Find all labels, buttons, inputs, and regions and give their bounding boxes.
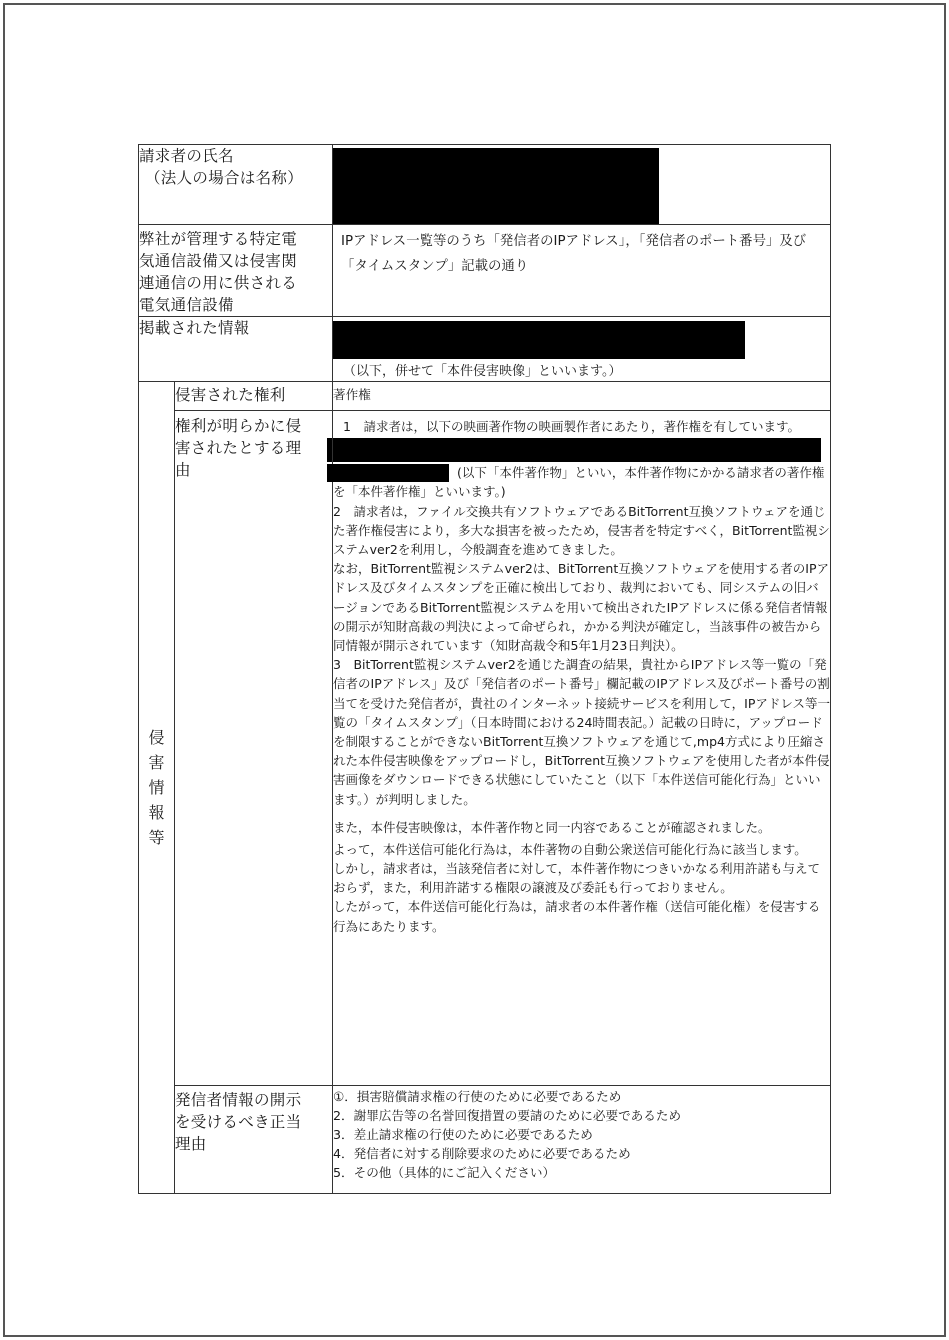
- requester-name-label-line1: 請求者の氏名: [139, 147, 234, 165]
- side-label-char: 報: [148, 803, 165, 822]
- posted-info-label: 掲載された情報: [139, 317, 333, 382]
- infringed-right-value: 著作権: [333, 382, 831, 411]
- reason-label: [175, 411, 333, 1086]
- facility-row: [139, 225, 831, 317]
- requester-name-label: [139, 145, 333, 225]
- requester-name-value: [333, 145, 831, 225]
- redacted-posted-info: [333, 321, 745, 359]
- facility-label-line: 電気通信設備: [139, 296, 234, 314]
- redacted-requester-name: [333, 148, 659, 224]
- disclosure-label-line: 発信者情報の開示: [175, 1091, 302, 1109]
- disclosure-reason-row: [139, 1086, 831, 1194]
- disclosure-request-form: [138, 144, 831, 1194]
- posted-info-value: [333, 317, 831, 382]
- disclosure-reason-list: [333, 1086, 831, 1194]
- side-label-char: 等: [148, 828, 165, 847]
- infringed-right-row: [139, 382, 831, 411]
- disclosure-reason-item-1: ①．損害賠償請求権の行使のために必要であるため: [333, 1089, 622, 1104]
- facility-label-line: 弊社が管理する特定電: [139, 230, 298, 248]
- disclosure-label-line: 理由: [175, 1135, 207, 1153]
- side-label-char: 情: [148, 778, 165, 797]
- side-label-char: 害: [148, 753, 165, 772]
- reason-paragraph-7: しかし，請求者は，当該発信者に対して，本件著作物につきいかなる利用許諾も与えておらず，また，利用許諾する権限の譲渡及び委託も行っておりません。: [333, 861, 821, 896]
- disclosure-label-line: を受けるべき正当: [175, 1113, 302, 1131]
- reason-paragraph-1b: (以下「本件著作物」といい，本件著作物にかかる請求者の著作権を「本件著作権」といいます。): [333, 465, 825, 500]
- reason-label-line: 権利が明らかに侵: [175, 417, 302, 435]
- infringed-right-label: 侵害された権利: [175, 382, 333, 411]
- reason-paragraph-6: よって，本件送信可能化行為は，本件著物の自動公衆送信可能化行為に該当します。: [333, 841, 807, 857]
- posted-info-note: （以下，併せて「本件侵害映像」といいます。）: [343, 364, 622, 379]
- disclosure-reason-item-2: 2．謝罪広告等の名誉回復措置の要請のために必要であるため: [333, 1108, 682, 1123]
- requester-name-row: [139, 145, 831, 225]
- reason-value: [333, 411, 831, 1086]
- redacted-work-title-line1: [327, 438, 821, 462]
- reason-row: [139, 411, 831, 1086]
- infringement-info-side-label: [139, 382, 175, 1194]
- reason-paragraph-5: また，本件侵害映像は，本件著作物と同一内容であることが確認されました。: [333, 819, 771, 835]
- reason-paragraph-3: なお，BitTorrent監視システムver2は、BitTorrent互換ソフトウェアを使用する者のIPアドレス及びタイムスタンプを正確に検出しており、裁判においても、同システムの旧バージョンであるBitTorrent監視システムを用いて検出されたIPアドレスに係る発信者情報の開示が知財高裁の判決によって命ぜられ，かかる判決が確定し，当該事件の被告から同情報が開示されています（知財高裁令和5年1月23日判決）。: [333, 561, 829, 654]
- side-label-char: 侵: [148, 728, 165, 747]
- posted-info-row: [139, 317, 831, 382]
- facility-value: IPアドレス一覧等のうち「発信者のIPアドレス」，「発信者のポート番号」及び「タイムスタンプ」記載の通り: [333, 225, 831, 317]
- reason-paragraph-8: したがって，本件送信可能化行為は，請求者の本件著作権（送信可能化権）を侵害する行為にあたります。: [333, 899, 821, 934]
- disclosure-reason-item-4: 4．発信者に対する削除要求のために必要であるため: [333, 1146, 631, 1161]
- reason-paragraph-4: 3 BitTorrent監視システムver2を通じた調査の結果，貴社からIPアドレス等一覧の「発信者のIPアドレス」及び「発信者のポート番号」欄記載のIPアドレス及びポート番号の割当てを受けた発信者が，貴社のインターネット接続サービスを利用して，IPアドレス等一覧の「タイムスタンプ」（日本時間における24時間表記。）記載の日時に，アップロードを制限することができないBitTorrent互換ソフトウェアを通じて,mp4方式により圧縮された本件侵害映像をアップロードし，BitTorrent互換ソフトウェアを使用した者が本件侵害画像をダウンロードできる状態にしていたこと（以下「本件送信可能化行為」といいます。）が判明しました。: [333, 657, 830, 807]
- disclosure-reason-item-5: 5．その他（具体的にご記入ください）: [333, 1165, 556, 1180]
- facility-label-line: 連通信の用に供される: [139, 274, 298, 292]
- disclosure-reason-item-3: 3．差止請求権の行使のために必要であるため: [333, 1127, 593, 1142]
- reason-label-line: 害されたとする理: [175, 439, 302, 457]
- disclosure-reason-label: [175, 1086, 333, 1194]
- facility-label: [139, 225, 333, 317]
- reason-paragraph-1: 1 請求者は，以下の映画著作物の映画製作者にあたり，著作権を有しています。: [343, 419, 800, 434]
- facility-label-line: 気通信設備又は侵害関: [139, 252, 298, 270]
- requester-name-label-line2: （法人の場合は名称）: [145, 169, 304, 187]
- reason-paragraph-2: 2 請求者は，ファイル交換共有ソフトウェアであるBitTorrent互換ソフトウェアを通じた著作権侵害により，多大な損害を被ったため，侵害者を特定すべく，BitTorrent監視システムver2を利用し，今般調査を進めてきました。: [333, 503, 830, 558]
- reason-label-line: 由: [175, 461, 191, 479]
- redacted-work-title-line2: [327, 464, 449, 482]
